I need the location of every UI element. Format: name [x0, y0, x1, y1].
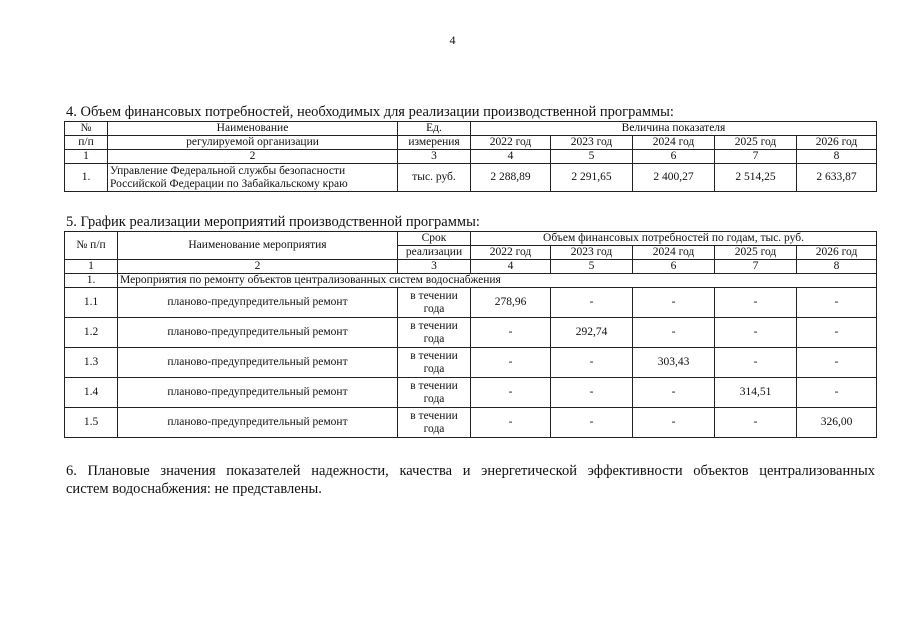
- header-num-line2: п/п: [65, 136, 108, 150]
- header-num: № п/п: [65, 232, 118, 260]
- activity-name: планово-предупредительный ремонт: [118, 348, 398, 378]
- header-value-group: Величина показателя: [471, 122, 877, 136]
- table-row: [65, 288, 877, 318]
- value-cell: -: [633, 408, 715, 438]
- term-cell: [398, 318, 471, 348]
- table-row: [65, 348, 877, 378]
- column-number-row: [65, 150, 877, 164]
- section-6-line2: систем водоснабжения: не представлены.: [66, 481, 322, 497]
- header-year: 2023 год: [551, 246, 633, 260]
- organization-name-line1: Управление Федеральной службы безопасности: [110, 164, 346, 177]
- value-cell: 292,74: [551, 318, 633, 348]
- value-cell: 2 633,87: [797, 164, 877, 192]
- header-year: 2022 год: [471, 246, 551, 260]
- header-year: 2026 год: [797, 136, 877, 150]
- term-cell: [398, 378, 471, 408]
- value-cell: -: [551, 378, 633, 408]
- value-cell: -: [633, 378, 715, 408]
- header-year: 2026 год: [797, 246, 877, 260]
- value-cell: -: [471, 318, 551, 348]
- term-line1: в течении: [410, 379, 458, 392]
- column-number: 8: [797, 260, 877, 274]
- activity-name: планово-предупредительный ремонт: [118, 318, 398, 348]
- term-line1: в течении: [410, 289, 458, 302]
- table-header-row: [65, 232, 877, 246]
- header-num-line1: №: [65, 122, 108, 136]
- column-number: 3: [398, 260, 471, 274]
- term-line1: в течении: [410, 409, 458, 422]
- value-cell: 2 514,25: [715, 164, 797, 192]
- value-cell: 2 288,89: [471, 164, 551, 192]
- value-cell: -: [633, 288, 715, 318]
- column-number: 1: [65, 150, 108, 164]
- table-row: [65, 408, 877, 438]
- header-year: 2024 год: [633, 136, 715, 150]
- row-num: 1.4: [65, 378, 118, 408]
- column-number: 5: [551, 260, 633, 274]
- column-number: 4: [471, 150, 551, 164]
- table-header-row: [65, 136, 877, 150]
- header-unit-line1: Ед.: [398, 122, 471, 136]
- header-year: 2025 год: [715, 136, 797, 150]
- value-cell: -: [797, 288, 877, 318]
- column-number: 5: [551, 150, 633, 164]
- column-number: 4: [471, 260, 551, 274]
- value-cell: -: [715, 408, 797, 438]
- value-cell: -: [715, 348, 797, 378]
- row-num: 1.3: [65, 348, 118, 378]
- column-number: 2: [108, 150, 398, 164]
- column-number: 6: [633, 150, 715, 164]
- row-num: 1.2: [65, 318, 118, 348]
- group-row-num: 1.: [65, 274, 118, 288]
- section-6-paragraph: [66, 462, 875, 498]
- term-cell: [398, 288, 471, 318]
- value-cell: 314,51: [715, 378, 797, 408]
- header-year: 2025 год: [715, 246, 797, 260]
- term-line2: года: [423, 332, 445, 345]
- row-num: 1.5: [65, 408, 118, 438]
- header-value-group: Объем финансовых потребностей по годам, тыс. руб.: [471, 232, 877, 246]
- value-cell: -: [551, 408, 633, 438]
- organization-name: [108, 164, 398, 192]
- header-name-line2: регулируемой организации: [108, 136, 398, 150]
- header-year: 2023 год: [551, 136, 633, 150]
- header-name-line1: Наименование: [108, 122, 398, 136]
- value-cell: -: [471, 408, 551, 438]
- value-cell: 326,00: [797, 408, 877, 438]
- term-cell: [398, 408, 471, 438]
- column-number: 3: [398, 150, 471, 164]
- section-5-title: 5. График реализации мероприятий производственной программы:: [66, 214, 480, 230]
- section-4-title: 4. Объем финансовых потребностей, необходимых для реализации производственной программы:: [66, 104, 674, 120]
- value-cell: -: [797, 348, 877, 378]
- value-cell: -: [797, 318, 877, 348]
- term-line2: года: [423, 302, 445, 315]
- header-term-line1: Срок: [398, 232, 471, 246]
- group-row: [65, 274, 877, 288]
- value-cell: -: [551, 348, 633, 378]
- table-row: [65, 164, 877, 192]
- term-line2: года: [423, 392, 445, 405]
- value-cell: 2 291,65: [551, 164, 633, 192]
- value-cell: 303,43: [633, 348, 715, 378]
- row-num: 1.1: [65, 288, 118, 318]
- term-cell: [398, 348, 471, 378]
- organization-name-line2: Российской Федерации по Забайкальскому краю: [110, 177, 348, 190]
- column-number: 2: [118, 260, 398, 274]
- term-line1: в течении: [410, 319, 458, 332]
- column-number-row: [65, 260, 877, 274]
- value-cell: -: [551, 288, 633, 318]
- value-cell: -: [471, 378, 551, 408]
- term-line2: года: [423, 362, 445, 375]
- financial-needs-table: [64, 121, 877, 192]
- page-number: 4: [449, 33, 456, 47]
- group-row-title: Мероприятия по ремонту объектов централизованных систем водоснабжения: [118, 274, 877, 288]
- value-cell: -: [633, 318, 715, 348]
- value-cell: -: [715, 288, 797, 318]
- table-row: [65, 318, 877, 348]
- header-name: Наименование мероприятия: [118, 232, 398, 260]
- header-unit-line2: измерения: [398, 136, 471, 150]
- column-number: 7: [715, 150, 797, 164]
- table-header-row: [65, 122, 877, 136]
- value-cell: 278,96: [471, 288, 551, 318]
- value-cell: -: [471, 348, 551, 378]
- header-term-line2: реализации: [398, 246, 471, 260]
- header-year: 2024 год: [633, 246, 715, 260]
- value-cell: -: [715, 318, 797, 348]
- term-line1: в течении: [410, 349, 458, 362]
- activity-name: планово-предупредительный ремонт: [118, 408, 398, 438]
- section-6-line1: 6. Плановые значения показателей надежности, качества и энергетической эффективности объектов централизованных: [66, 463, 875, 479]
- column-number: 1: [65, 260, 118, 274]
- schedule-table: [64, 231, 877, 438]
- unit-cell: тыс. руб.: [398, 164, 471, 192]
- value-cell: -: [797, 378, 877, 408]
- activity-name: планово-предупредительный ремонт: [118, 288, 398, 318]
- column-number: 6: [633, 260, 715, 274]
- column-number: 8: [797, 150, 877, 164]
- row-num: 1.: [65, 164, 108, 192]
- term-line2: года: [423, 422, 445, 435]
- header-year: 2022 год: [471, 136, 551, 150]
- column-number: 7: [715, 260, 797, 274]
- table-row: [65, 378, 877, 408]
- activity-name: планово-предупредительный ремонт: [118, 378, 398, 408]
- value-cell: 2 400,27: [633, 164, 715, 192]
